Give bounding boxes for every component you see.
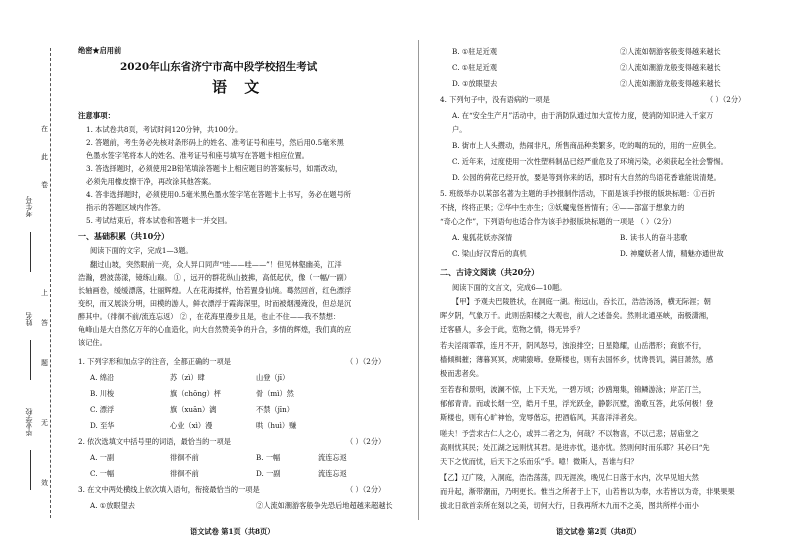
q5-option[interactable]: A. 鬼狐花妖亦深情 — [452, 233, 513, 242]
q5-stem: “奇心之作”，下列语句也适合作为该手抄报版块标题的一项是 （ ）（2分） — [440, 217, 676, 226]
q1-option[interactable]: D. 至华 — [90, 421, 115, 430]
q1-option-part: 心业（xì）漫 — [170, 421, 213, 430]
q5-option[interactable]: C. 梁山好汉背后的真机 — [452, 249, 527, 258]
passage-line: 极而悲者矣。 — [440, 369, 484, 378]
passage-line: 高则忧其民；处江湖之远则忧其君。是进亦忧，退亦忧。然则何时而乐耶？其必曰“先 — [440, 443, 710, 452]
binding-margin — [0, 0, 72, 560]
exam-number-line — [30, 232, 31, 272]
passage-line: 天下之忧而忧，后天下之乐而乐”乎。噫！微斯人，吾谁与归？ — [440, 457, 638, 466]
q1-score: （ ）（2分） — [346, 357, 386, 366]
q4-score: （ ）（2分） — [706, 95, 746, 104]
q3-option-part: ②人流如潮游龙般变得越来越长 — [620, 63, 721, 72]
passage-line: 翻过山坡，突然眼前一亮，众人异口同声“哇——哇——”！但见林壑幽美，江洋 — [90, 260, 342, 269]
passage-line: 拔北日欲首亲所在刻以之美，切何大行，日我再所木九而不之美，图共所样小而小 — [440, 501, 699, 510]
q3-stem: 3. 在文中两处横线上依次填入语句，衔接最恰当的一项是 — [78, 485, 260, 494]
q2-option-part: 徘徊不前 — [170, 453, 199, 462]
q4-stem: 4. 下列句子中，没有语病的一项是 — [440, 95, 550, 104]
note-line: 1. 本试卷共8页，考试时间120分钟，共100分。 — [86, 125, 243, 134]
q2-option[interactable]: A. 一副 — [90, 453, 115, 462]
q2-stem: 2. 依次选填文中括号里的词语，最恰当的一项是 — [78, 437, 231, 446]
passage-line: 嗟夫！予尝求古仁人之心，或异二者之为，何哉？不以物喜，不以己悲；居庙堂之 — [440, 429, 699, 438]
passage-line: 龟峰山是大自然亿万年的心血造化，向大自然赞美争的升合，多情的辉煌，我们真的应 — [78, 325, 352, 334]
passage-line: 斯楼也，则有心旷神怡，宠辱偕忘，把酒临风，其喜洋洋者矣。 — [440, 413, 642, 422]
intro-text: 阅读下面的文言文，完成6—10题。 — [452, 283, 567, 292]
q5-option[interactable]: B. 读书人的奋斗悲歌 — [620, 233, 688, 242]
q4-option[interactable]: C. 近年来，过度使用一次性塑料制品已经严重危及了环境污染，必须获起全社会警惕。 — [452, 157, 728, 166]
passage-line: 【甲】予观夫巴陵胜状，在洞庭一湖。衔远山，吞长江，浩浩汤汤，横无际涯；朝 — [452, 297, 711, 306]
note-line: 必须先用橡皮擦干净，再改涂其他答案。 — [86, 177, 216, 186]
q1-option[interactable]: C. 漂浮 — [90, 405, 115, 414]
q1-option[interactable]: B. 川梭 — [90, 389, 115, 398]
q1-option-part: 旗（xuān）漓 — [170, 405, 217, 414]
exam-title: 2020年山东省济宁市高中段学校招生考试 — [120, 61, 318, 73]
passage-line: 樯倾楫摧；薄暮冥冥，虎啸猿啼。登斯楼也，则有去国怀乡，忧谗畏讥，满目萧然，感 — [440, 355, 714, 364]
q5-stem: 不挠，终将正果；②华中生亦生；③妖魔鬼怪皆情有；④——部富于想象力的 — [440, 203, 685, 212]
q3-option-part: ②人流如潮游客般争先恐后地超越来超越长 — [256, 501, 393, 510]
notes-title: 注意事项： — [78, 111, 115, 120]
q1-option-part: 不禁（jīn） — [256, 405, 294, 414]
passage-line: 迁客骚人，多会于此，览物之情，得无异乎？ — [440, 325, 584, 334]
name-label: 姓名 — [25, 312, 33, 326]
binding-char: 卷 — [41, 181, 48, 189]
q1-stem: 1. 下列字形和加点字的注音，全都正确的一项是 — [78, 357, 231, 366]
q3-score: （ ）（2分） — [346, 485, 386, 494]
binding-char: 在 — [41, 125, 48, 133]
note-line: 色墨水签字笔将本人的姓名、准考证号和座号填写在答题卡相应位置。 — [86, 151, 309, 160]
q1-option-part: 旗（chōng）枰 — [170, 389, 221, 398]
q4-option[interactable]: A. 在“安全生产月”活动中，由于消防队通过加大宣传力度，使消防知识进入千家万 — [452, 111, 714, 120]
page-footer: 语文试卷 第1页（共8页） — [190, 527, 275, 536]
q4-option[interactable]: D. 公园的荷花已经开放，要是等到你来的话，那时有大自然的鸟语花香谁能说清楚。 — [452, 173, 721, 182]
q3-option[interactable]: B. ①驻足近观 — [452, 47, 498, 56]
q2-option-part: 流连忘返 — [318, 453, 347, 462]
q3-option[interactable]: D. ①放眼望去 — [452, 79, 498, 88]
q1-option-part: 苏（zì）肆 — [170, 373, 205, 382]
q1-option-part: 哄（huì）赚 — [256, 421, 297, 430]
note-line: 指示的答题区域内作答。 — [86, 203, 166, 212]
q4-option[interactable]: B. 街市上人头攒动，热闹非凡，所售商品种类繁多，吃的喝的玩的，用的一应俱全。 — [452, 141, 721, 150]
school-label: 毕业学校 — [25, 408, 33, 436]
q2-score: （ ）（2分） — [346, 437, 386, 446]
passage-line: 郁郁青青。而或长烟一空，皓月千里，浮光跃金，静影沉璧，渔歌互答，此乐何极！登 — [440, 399, 714, 408]
binding-char: 题 — [41, 359, 48, 367]
section1-title: 一、基础积累（共10分） — [78, 231, 170, 241]
page-footer: 语文试卷 第2页（共8页） — [556, 527, 641, 536]
q2-option[interactable]: C. 一幅 — [90, 469, 115, 478]
q2-option-part: 徘徊不前 — [170, 469, 199, 478]
q1-option-part: 骨（mì）然 — [256, 389, 294, 398]
intro-text: 阅读下面的文字，完成1—3题。 — [90, 246, 193, 255]
binding-char: 无 — [41, 419, 48, 427]
secret-label: 绝密★启用前 — [78, 46, 122, 55]
q2-option[interactable]: D. 一副 — [256, 469, 281, 478]
passage-line: 晖夕阴，气象万千。此则岳阳楼之大观也，前人之述备矣。然则北通巫峡，南极潇湘， — [440, 311, 714, 320]
passage-line: 【乙】辽广陵，入洞庭，浩浩荡荡，四无涯涘，晚见仁日落于水内，次早见旭大然 — [440, 473, 699, 482]
q3-option[interactable]: C. ①驻足近观 — [452, 63, 498, 72]
name-line — [30, 340, 31, 380]
q3-option[interactable]: A. ①放眼望去 — [90, 501, 135, 510]
exam-number-label: 考生号 — [25, 196, 33, 217]
q3-option-part: ②人流如潮游龙般变得越来越长 — [620, 79, 721, 88]
q2-option-part: 流连忘返 — [318, 469, 347, 478]
q4-option-cont: 户。 — [452, 125, 467, 134]
note-line: 4. 答非选择题时，必须使用0.5毫米黑色墨水签字笔在答题卡上书写，务必在题号所 — [86, 190, 351, 199]
q5-option[interactable]: D. 神魔妖者人情，精魅亦通世故 — [620, 249, 724, 258]
binding-char: 效 — [41, 479, 48, 487]
passage-line: 若夫淫雨霏霏，连月不开，阴风怒号，浊浪排空；日星隐耀，山岳潜形；商旅不行， — [440, 341, 706, 350]
passage-line: 该记住。 — [78, 338, 107, 347]
note-line: 5. 考试结束后，将本试卷和答题卡一并交回。 — [86, 216, 232, 225]
passage-line: 变织，而又展淡分明，田模的游人，鲜衣漂浮于霞海深里，时而被烟漫淹没，但总是沉 — [78, 299, 352, 308]
q1-option-part: 山登（jī） — [256, 373, 290, 382]
passage-line: 长轴画卷，缓缓漂落，壮丽辉煌。人在花海揉样，怡若置身仙境。蓦然回首，红色漂浮 — [78, 286, 352, 295]
passage-line: 浩瀚，碧波荡漾，镜练山巅。 ① ，远开的群花纵山披拂，高低起伏，像（一幅/一副） — [78, 273, 351, 282]
passage-line: 至若春和景明，波澜不惊，上下天光，一碧万顷；沙鸥翔集，锦鳞游泳；岸芷汀兰， — [440, 385, 706, 394]
note-line: 2. 答题前，考生务必先核对条形码上的姓名、准考证号和座号，然后用0.5毫米黑 — [86, 138, 344, 147]
q1-option[interactable]: A. 绵沿 — [90, 373, 115, 382]
section2-title: 二、古诗文阅读（共20分） — [440, 267, 540, 277]
binding-char: 此 — [41, 153, 48, 161]
q2-option[interactable]: B. 一幅 — [256, 453, 281, 462]
subject-title: 语 文 — [212, 78, 266, 96]
binding-char: 上 — [41, 289, 48, 297]
binding-dashed-line — [50, 48, 51, 518]
note-line: 3. 答选择题时，必须使用2B铅笔填涂答题卡上相应题目的答案标号，如需改动， — [86, 164, 343, 173]
passage-line: 醉其中。（徘徊不前/流连忘返） ② ，在花海里漫步且是，也止不住——我不禁想： — [78, 312, 341, 321]
binding-char: 答 — [41, 319, 48, 327]
page-divider — [418, 40, 419, 520]
passage-line: 而升起，渐带潮而，乃明更长。惟当之所者于上下，山若皆以为奉，水若皆以为奇，非果果果 — [440, 487, 735, 496]
q3-option-part: ②人流如朝游客般变得越来越长 — [620, 47, 721, 56]
q5-stem: 5. 班级举办以某部名著为主题的手抄报制作活动，下面是该手抄报的版块标题：①百折 — [440, 189, 716, 198]
school-line — [30, 450, 31, 490]
